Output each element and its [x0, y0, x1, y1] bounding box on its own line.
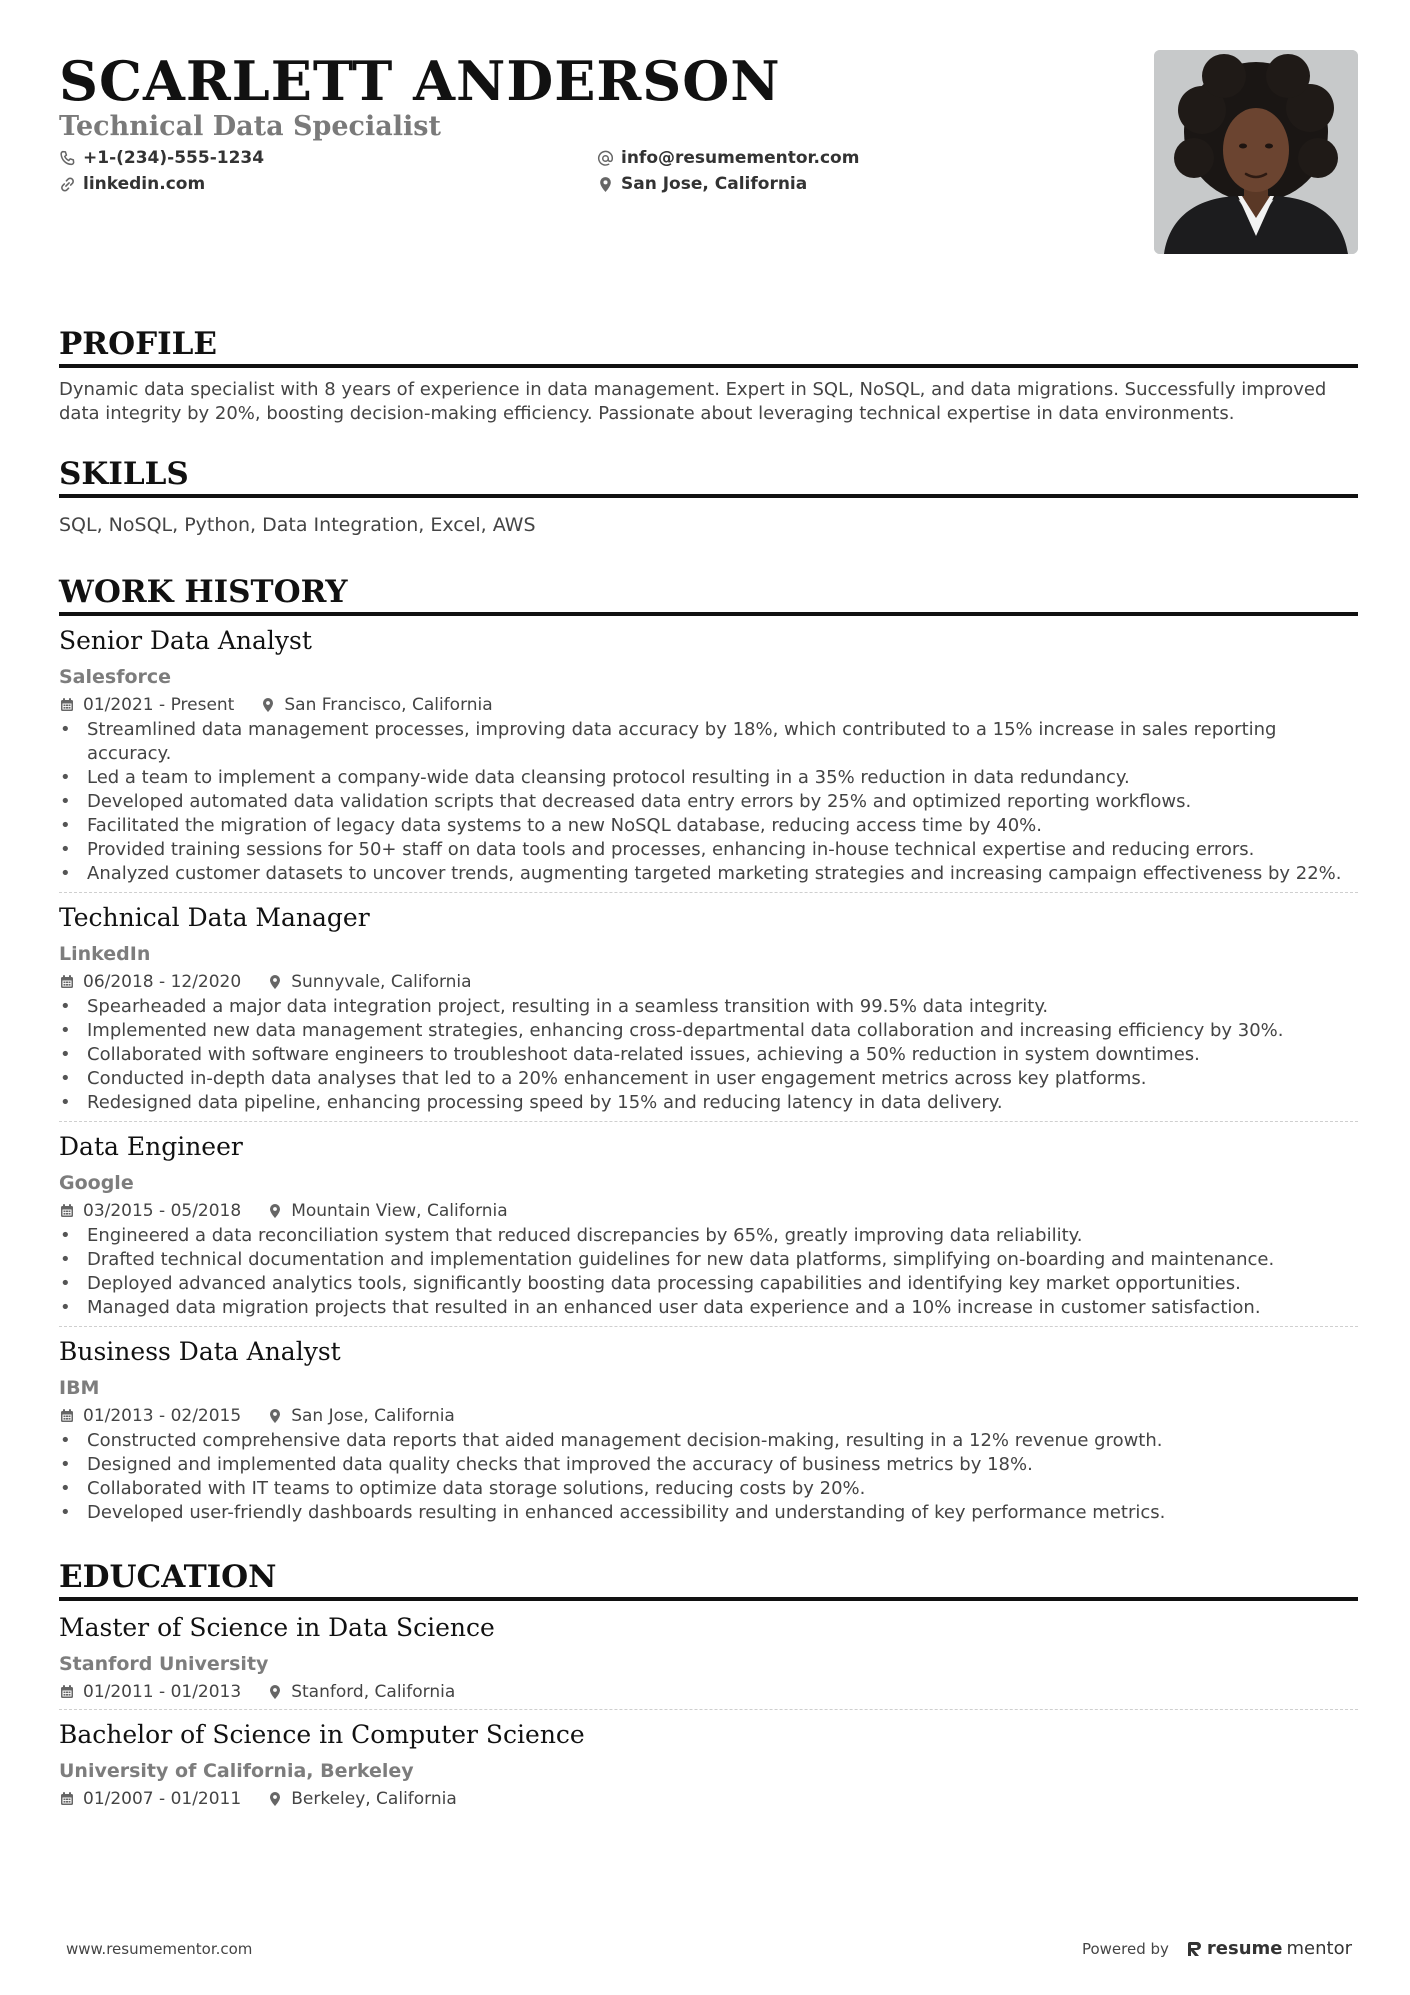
powered-by-label: Powered by — [1081, 1939, 1169, 1958]
location-pin-icon — [267, 1408, 283, 1424]
degree-title: Master of Science in Data Science — [59, 1613, 495, 1642]
calendar-icon — [59, 1203, 75, 1219]
resume-header — [59, 48, 1358, 258]
job-dates: 01/2021 - Present — [83, 695, 235, 715]
company-name: LinkedIn — [59, 943, 151, 965]
education-section — [59, 1557, 1358, 1816]
bullet-item: • Managed data migration projects that resulted in an enhanced user data experience and a 10% increase in customer satisfaction. — [59, 1296, 1358, 1320]
work-history-section — [59, 572, 1358, 1531]
bullet-item: • Drafted technical documentation and implementation guidelines for new data platforms, simplifying on-boarding and maintenance. — [59, 1248, 1358, 1272]
bullet-item: • Developed user-friendly dashboards resulting in enhanced accessibility and understanding of key performance metrics. — [59, 1501, 1358, 1525]
job-entry — [59, 892, 1358, 1121]
job-title: Technical Data Manager — [59, 903, 370, 932]
education-entry — [59, 1709, 1358, 1816]
education-meta — [59, 1788, 1358, 1810]
link-icon — [59, 176, 76, 193]
company-name: Google — [59, 1172, 134, 1194]
brand-name-light: mentor — [1286, 1938, 1352, 1959]
location-pin-icon — [260, 697, 276, 713]
job-entry — [59, 616, 1358, 892]
profile-summary: Dynamic data specialist with 8 years of experience in data management. Expert in SQL, NoSQL, and data migrations. Successfully improved data integrity by 20%, boosting decision-making efficiency. Passionate about leveraging technical expertise in data environments. — [59, 379, 1327, 424]
job-meta — [59, 694, 1358, 716]
job-meta — [59, 1405, 1358, 1427]
job-title: Business Data Analyst — [59, 1337, 341, 1366]
candidate-role: Technical Data Specialist — [59, 111, 441, 142]
degree-title: Bachelor of Science in Computer Science — [59, 1720, 585, 1749]
bullet-item: • Implemented new data management strategies, enhancing cross-departmental data collaboration and increasing efficiency by 30%. — [59, 1019, 1358, 1043]
job-title: Data Engineer — [59, 1132, 243, 1161]
bullet-item: • Deployed advanced analytics tools, significantly boosting data processing capabilities and identifying key market opportunities. — [59, 1272, 1358, 1296]
job-dates: 06/2018 - 12/2020 — [83, 972, 242, 992]
bullet-item: • Engineered a data reconciliation system that reduced discrepancies by 65%, greatly improving data reliability. — [59, 1224, 1358, 1248]
location-pin-icon — [267, 1791, 283, 1807]
bullet-item: • Designed and implemented data quality checks that improved the accuracy of business metrics by 18%. — [59, 1453, 1358, 1477]
location-pin-icon — [267, 1203, 283, 1219]
job-meta — [59, 1200, 1358, 1222]
education-dates: 01/2007 - 01/2011 — [83, 1789, 242, 1809]
skills-section — [59, 454, 1358, 536]
education-location: Stanford, California — [291, 1682, 456, 1702]
skills-heading: SKILLS — [59, 454, 1358, 498]
company-name: IBM — [59, 1377, 100, 1399]
company-name: Salesforce — [59, 666, 172, 688]
job-bullets — [59, 718, 1358, 886]
candidate-name: SCARLETT ANDERSON — [59, 49, 781, 113]
resumementor-logo-icon — [1187, 1940, 1203, 1958]
bullet-item: • Constructed comprehensive data reports that aided management decision-making, resulting in a 12% revenue growth. — [59, 1429, 1358, 1453]
calendar-icon — [59, 1684, 75, 1700]
location-pin-icon — [267, 1684, 283, 1700]
location-pin-icon — [267, 974, 283, 990]
bullet-item: • Facilitated the migration of legacy data systems to a new NoSQL database, reducing access time by 40%. — [59, 814, 1358, 838]
job-bullets — [59, 1224, 1358, 1320]
job-location: San Francisco, California — [284, 695, 493, 715]
linkedin-text: linkedin.com — [83, 174, 206, 194]
school-name: University of California, Berkeley — [59, 1760, 414, 1782]
calendar-icon — [59, 697, 75, 713]
contact-info — [59, 148, 959, 202]
education-heading: EDUCATION — [59, 1557, 1358, 1601]
bullet-item: • Collaborated with software engineers to troubleshoot data-related issues, achieving a 50% reduction in system downtimes. — [59, 1043, 1358, 1067]
job-bullets — [59, 995, 1358, 1115]
calendar-icon — [59, 974, 75, 990]
page-footer — [66, 1938, 1352, 1959]
contact-location — [597, 174, 807, 194]
bullet-item: • Developed automated data validation scripts that decreased data entry errors by 25% and optimized reporting workflows. — [59, 790, 1358, 814]
job-dates: 01/2013 - 02/2015 — [83, 1406, 242, 1426]
email-text: info@resumementor.com — [621, 148, 860, 168]
bullet-item: • Streamlined data management processes, improving data accuracy by 18%, which contributed to a 15% increase in sales reporting accuracy. — [59, 718, 1358, 766]
at-icon — [597, 150, 614, 167]
brand-logo[interactable] — [1187, 1938, 1352, 1959]
contact-email[interactable] — [597, 148, 859, 168]
calendar-icon — [59, 1408, 75, 1424]
bullet-item: • Led a team to implement a company-wide data cleansing protocol resulting in a 35% reduction in data redundancy. — [59, 766, 1358, 790]
bullet-item: • Provided training sessions for 50+ staff on data tools and processes, enhancing in-house technical expertise and reducing errors. — [59, 838, 1358, 862]
work-history-heading: WORK HISTORY — [59, 572, 1358, 616]
skills-list: SQL, NoSQL, Python, Data Integration, Excel, AWS — [59, 514, 536, 536]
job-entry — [59, 1121, 1358, 1326]
bullet-item: • Redesigned data pipeline, enhancing processing speed by 15% and reducing latency in data delivery. — [59, 1091, 1358, 1115]
profile-heading: PROFILE — [59, 324, 1358, 368]
calendar-icon — [59, 1791, 75, 1807]
phone-text: +1-(234)-555-1234 — [83, 148, 265, 168]
bullet-item: • Conducted in-depth data analyses that led to a 20% enhancement in user engagement metrics across key platforms. — [59, 1067, 1358, 1091]
education-entry — [59, 1603, 1358, 1709]
education-meta — [59, 1681, 1358, 1703]
education-dates: 01/2011 - 01/2013 — [83, 1682, 242, 1702]
footer-website-link[interactable]: www.resumementor.com — [66, 1939, 253, 1958]
education-location: Berkeley, California — [291, 1789, 457, 1809]
footer-branding — [1082, 1938, 1352, 1959]
job-location: Mountain View, California — [291, 1201, 508, 1221]
location-pin-icon — [597, 176, 614, 193]
school-name: Stanford University — [59, 1653, 269, 1675]
location-text: San Jose, California — [621, 174, 808, 194]
resume-page — [59, 48, 1358, 1816]
bullet-item: • Collaborated with IT teams to optimize data storage solutions, reducing costs by 20%. — [59, 1477, 1358, 1501]
bullet-item: • Analyzed customer datasets to uncover trends, augmenting targeted marketing strategies and increasing campaign effectiveness by 22%. — [59, 862, 1358, 886]
job-bullets — [59, 1429, 1358, 1525]
bullet-item: • Spearheaded a major data integration project, resulting in a seamless transition with 99.5% data integrity. — [59, 995, 1358, 1019]
job-location: San Jose, California — [291, 1406, 455, 1426]
job-dates: 03/2015 - 05/2018 — [83, 1201, 242, 1221]
job-title: Senior Data Analyst — [59, 626, 312, 655]
profile-section — [59, 324, 1358, 426]
profile-photo — [1154, 50, 1358, 254]
job-entry — [59, 1326, 1358, 1531]
portrait-illustration — [1154, 50, 1358, 254]
job-meta — [59, 971, 1358, 993]
contact-linkedin[interactable] — [59, 174, 205, 194]
job-location: Sunnyvale, California — [291, 972, 472, 992]
contact-phone[interactable] — [59, 148, 264, 168]
brand-name-bold: resume — [1206, 1938, 1283, 1959]
phone-icon — [59, 150, 76, 167]
